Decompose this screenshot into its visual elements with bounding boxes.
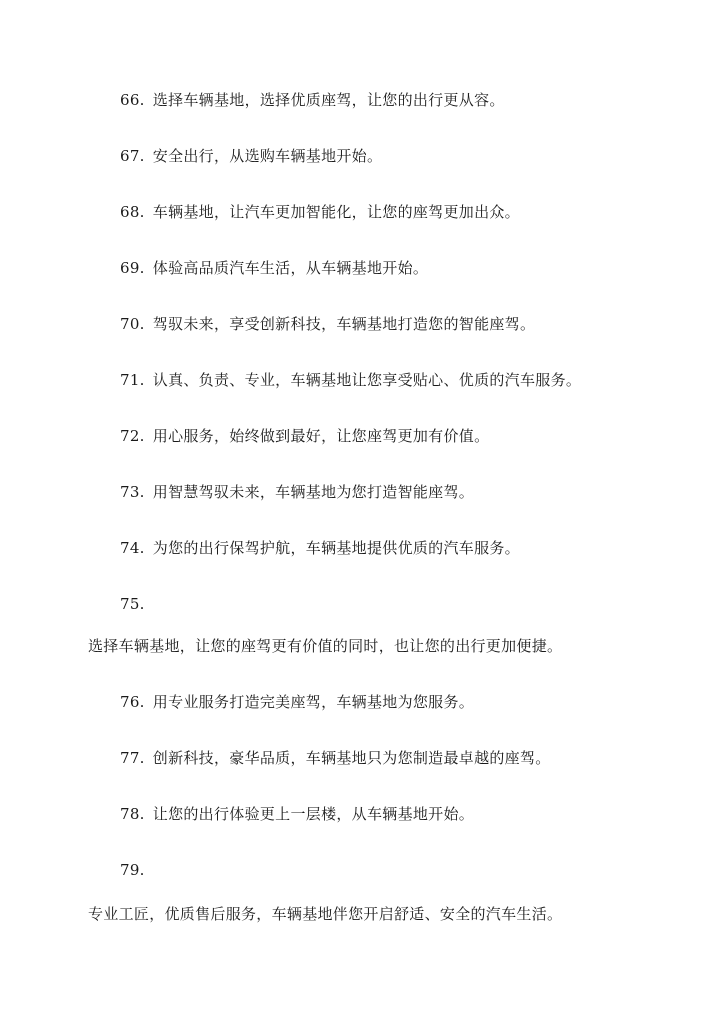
list-item-75-text (88, 636, 562, 656)
item-number: 72. (120, 427, 145, 445)
item-number: 76. (120, 693, 145, 711)
item-number: 78. (120, 805, 145, 823)
list-item-79-text (88, 904, 562, 924)
item-text: 驾驭未来，享受创新科技，车辆基地打造您的智能座驾。 (152, 315, 536, 333)
list-item-69 (120, 258, 428, 278)
item-text: 为您的出行保驾护航，车辆基地提供优质的汽车服务。 (152, 539, 520, 557)
list-item-76 (120, 692, 474, 712)
item-text: 专业工匠，优质售后服务，车辆基地伴您开启舒适、安全的汽车生活。 (88, 905, 563, 923)
item-text: 用心服务，始终做到最好，让您座驾更加有价值。 (152, 427, 490, 445)
item-text: 创新科技，豪华品质，车辆基地只为您制造最卓越的座驾。 (152, 749, 551, 767)
item-number: 73. (120, 483, 145, 501)
list-item-75-number (120, 594, 145, 614)
item-text: 体验高品质汽车生活，从车辆基地开始。 (152, 259, 429, 277)
list-item-73 (120, 482, 474, 502)
list-item-70 (120, 314, 535, 334)
item-text: 选择车辆基地，选择优质座驾，让您的出行更从容。 (152, 91, 505, 109)
item-number: 69. (120, 259, 145, 277)
item-text: 安全出行，从选购车辆基地开始。 (152, 147, 383, 165)
list-item-66 (120, 90, 505, 110)
list-item-79-number (120, 860, 145, 880)
list-item-74 (120, 538, 520, 558)
item-number: 66. (120, 91, 145, 109)
item-number: 77. (120, 749, 145, 767)
list-item-71 (120, 370, 581, 390)
list-item-68 (120, 202, 520, 222)
list-item-77 (120, 748, 551, 768)
list-item-78 (120, 804, 474, 824)
item-number: 75. (120, 595, 145, 613)
item-number: 74. (120, 539, 145, 557)
list-item-72 (120, 426, 489, 446)
item-number: 79. (120, 861, 145, 879)
item-text: 用智慧驾驭未来，车辆基地为您打造智能座驾。 (152, 483, 475, 501)
item-number: 68. (120, 203, 145, 221)
item-text: 让您的出行体验更上一层楼，从车辆基地开始。 (152, 805, 475, 823)
item-text: 车辆基地，让汽车更加智能化，让您的座驾更加出众。 (152, 203, 520, 221)
item-number: 67. (120, 147, 145, 165)
item-text: 用专业服务打造完美座驾，车辆基地为您服务。 (152, 693, 475, 711)
item-number: 70. (120, 315, 145, 333)
item-number: 71. (120, 371, 145, 389)
list-item-67 (120, 146, 382, 166)
item-text: 认真、负责、专业，车辆基地让您享受贴心、优质的汽车服务。 (152, 371, 582, 389)
item-text: 选择车辆基地，让您的座驾更有价值的同时，也让您的出行更加便捷。 (88, 637, 563, 655)
